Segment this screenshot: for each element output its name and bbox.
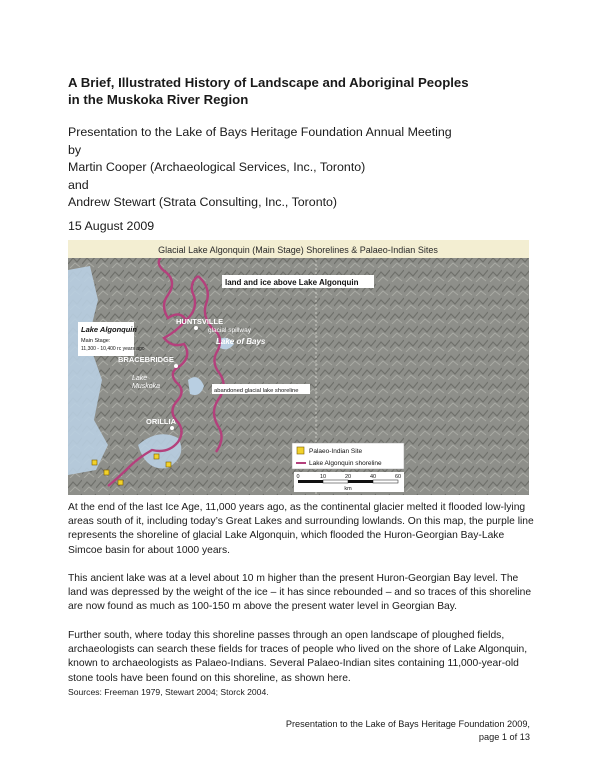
site-marker bbox=[118, 480, 123, 485]
presentation-line-1: Presentation to the Lake of Bays Heritage Foundation Annual Meeting bbox=[68, 125, 452, 139]
label-bracebridge: BRACEBRIDGE bbox=[118, 355, 174, 364]
scale-tick-0: 0 bbox=[296, 474, 300, 480]
scale-bar-segment bbox=[348, 480, 373, 483]
label-main-stage: Main Stage: bbox=[81, 338, 111, 344]
legend-site-label: Palaeo-Indian Site bbox=[309, 448, 363, 455]
label-lake-muskoka-2: Muskoka bbox=[132, 383, 161, 390]
label-huntsville: HUNTSVILLE bbox=[176, 317, 224, 326]
scale-bar-segment bbox=[298, 480, 323, 483]
site-marker bbox=[166, 462, 171, 467]
scale-bar-segment bbox=[323, 480, 348, 483]
label-lake-muskoka-1: Lake bbox=[132, 375, 148, 382]
label-lake-of-bays: Lake of Bays bbox=[216, 337, 266, 346]
town-marker-orillia bbox=[170, 426, 174, 430]
map-title: Glacial Lake Algonquin (Main Stage) Shorelines & Palaeo-Indian Sites bbox=[158, 245, 438, 255]
scale-tick-2: 20 bbox=[344, 474, 352, 480]
scale-tick-1: 10 bbox=[319, 474, 327, 480]
presentation-block bbox=[68, 124, 548, 212]
legend-site-icon bbox=[297, 447, 304, 454]
title-line-1: A Brief, Illustrated History of Landscape and Aboriginal Peoples bbox=[68, 75, 469, 90]
town-marker-huntsville bbox=[194, 326, 198, 330]
page-footer bbox=[286, 718, 530, 743]
presentation-line-5: Andrew Stewart (Strata Consulting, Inc., Toronto) bbox=[68, 195, 338, 209]
site-marker bbox=[92, 460, 97, 465]
site-marker bbox=[104, 470, 109, 475]
label-lake-algonquin: Lake Algonquin bbox=[81, 325, 137, 334]
scale-unit: km bbox=[344, 486, 352, 492]
footer-line-2: page 1 of 13 bbox=[478, 731, 530, 742]
scale-bar-segment bbox=[373, 480, 398, 483]
legend-shoreline-label: Lake Algonquin shoreline bbox=[309, 460, 382, 467]
glacial-lake-map bbox=[68, 240, 529, 495]
scale-tick-3: 40 bbox=[369, 474, 377, 480]
footer-line-1: Presentation to the Lake of Bays Heritage Foundation 2009, bbox=[285, 719, 530, 729]
label-main-stage-years: 11,300 - 10,400 rc years ago bbox=[81, 346, 145, 352]
presentation-line-4: and bbox=[68, 177, 89, 192]
presentation-line-3: Martin Cooper (Archaeological Services, Inc., Toronto) bbox=[68, 160, 366, 174]
map-scale-bar bbox=[294, 472, 404, 492]
label-orillia: ORILLIA bbox=[146, 417, 176, 426]
label-land-ice: land and ice above Lake Algonquin bbox=[225, 278, 359, 287]
label-abandoned-shoreline: abandoned glacial lake shoreline bbox=[214, 388, 299, 394]
label-glacial-spillway: glacial spillway bbox=[208, 327, 251, 334]
paragraph-2: This ancient lake was at a level about 10 m higher than the present Huron-Georgian Bay level. The land was depressed by the weight of the ice – it has since rebounded – and so traces of this shoreline are now found as much as 100-150 m above the present water level in Georgian Bay. bbox=[68, 573, 532, 613]
town-marker-bracebridge bbox=[174, 364, 178, 368]
title-line-2: in the Muskoka River Region bbox=[68, 92, 249, 107]
document-date: 15 August 2009 bbox=[68, 219, 155, 233]
site-marker bbox=[154, 454, 159, 459]
document-title bbox=[68, 74, 538, 108]
sources-note: Sources: Freeman 1979, Stewart 2004; Storck 2004. bbox=[68, 687, 269, 697]
scale-tick-4: 60 bbox=[394, 474, 402, 480]
paragraph-3: Further south, where today this shoreline passes through an open landscape of ploughed fields, archaeologists can search these fields for traces of people who lived on the shore of Lake Algonquin, known to archaeologists as Palaeo-Indians. Several Palaeo-Indian sites containing 11,000-year-old stone tools have been found on this shoreline, as shown here. bbox=[68, 630, 528, 684]
map-legend bbox=[292, 443, 404, 469]
presentation-line-2: by bbox=[68, 142, 82, 157]
paragraph-1: At the end of the last Ice Age, 11,000 years ago, as the continental glacier melted it flooded low-lying areas south of it, including today’s Great Lakes and surrounding lowlands. On this map, the purple line represents the shoreline of glacial Lake Algonquin, which flooded the Huron-Georgian Bay-Lake Simcoe basin for about 1000 years. bbox=[68, 502, 534, 556]
